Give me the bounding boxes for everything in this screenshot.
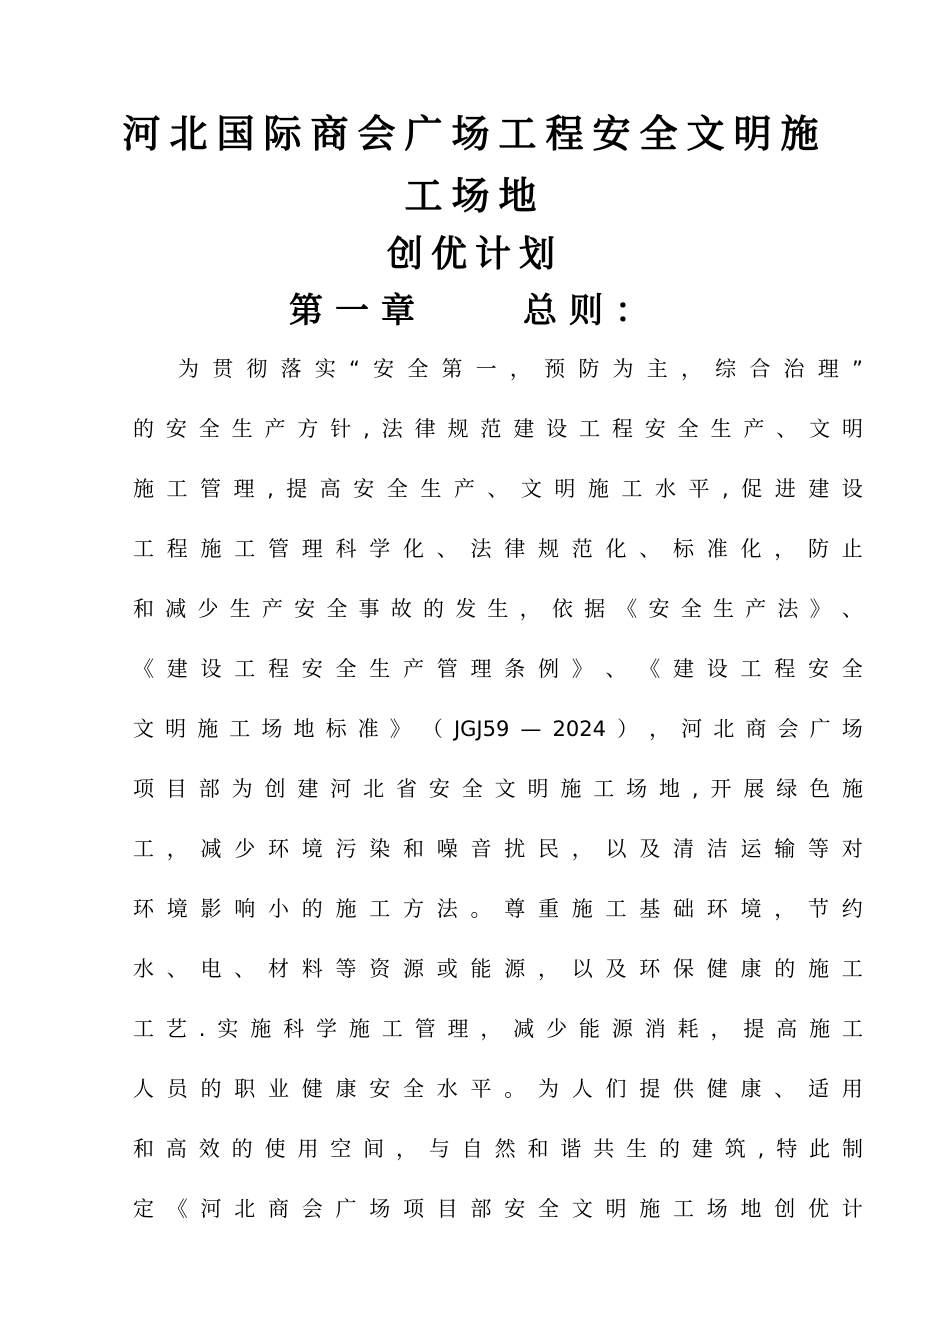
paragraph-line: 环 境 影 响 小 的 施 工 方 法 。 尊 重 施 工 基 础 环 境 ， 节 约 — [133, 897, 863, 921]
paragraph-line: 为 贯 彻 落 实 “ 安 全 第 一 ， 预 防 为 主 ， 综 合 治 理 ” — [178, 357, 863, 381]
paragraph-line: 工 ， 减 少 环 境 污 染 和 噪 音 扰 民 ， 以 及 清 洁 运 输 等 对 — [133, 837, 863, 861]
paragraph-line: 工 程 施 工 管 理 科 学 化 、 法 律 规 范 化 、 标 准 化 ， 防 止 — [133, 537, 863, 561]
paragraph-line: 工 艺 . 实 施 科 学 施 工 管 理 ， 减 少 能 源 消 耗 ， 提 高 施 工 — [133, 1017, 863, 1041]
paragraph-line: 和 减 少 生 产 安 全 事 故 的 发 生 ， 依 据 《 安 全 生 产 法 》 、 — [133, 597, 863, 621]
chapter-title: 总则： — [523, 291, 661, 331]
paragraph-line: 《 建 设 工 程 安 全 生 产 管 理 条 例 》 、 《 建 设 工 程 安 全 — [133, 657, 863, 681]
paragraph-line: 文 明 施 工 场 地 标 准 》 （ JGJ59 — 2024 ） ， 河 北 商 会 广 场 — [133, 717, 863, 741]
paragraph-line: 定 《 河 北 商 会 广 场 项 目 部 安 全 文 明 施 工 场 地 创 优 计 — [133, 1197, 863, 1221]
paragraph-line: 水 、 电 、 材 料 等 资 源 或 能 源 ， 以 及 环 保 健 康 的 施 工 — [133, 957, 863, 981]
document-title-line-1: 河北国际商会广场工程安全文明施 — [122, 112, 828, 156]
chapter-heading — [0, 288, 950, 334]
body-paragraph — [133, 352, 863, 1252]
paragraph-line: 人 员 的 职 业 健 康 安 全 水 平 。 为 人 们 提 供 健 康 、 适 用 — [133, 1077, 863, 1101]
chapter-number: 第一章 — [289, 291, 427, 331]
document-title-line-2: 工场地 — [404, 174, 546, 218]
document-title-line-3: 创优计划 — [386, 234, 563, 275]
paragraph-line: 的 安 全 生 产 方 针 , 法 律 规 范 建 设 工 程 安 全 生 产 、 文 明 — [133, 417, 863, 441]
paragraph-line: 和 高 效 的 使 用 空 间 ， 与 自 然 和 谐 共 生 的 建 筑 , 特 此 制 — [133, 1137, 863, 1161]
paragraph-line: 施 工 管 理 , 提 高 安 全 生 产 、 文 明 施 工 水 平 , 促 进 建 设 — [133, 477, 863, 501]
paragraph-line: 项 目 部 为 创 建 河 北 省 安 全 文 明 施 工 场 地 , 开 展 绿 色 施 — [133, 777, 863, 801]
